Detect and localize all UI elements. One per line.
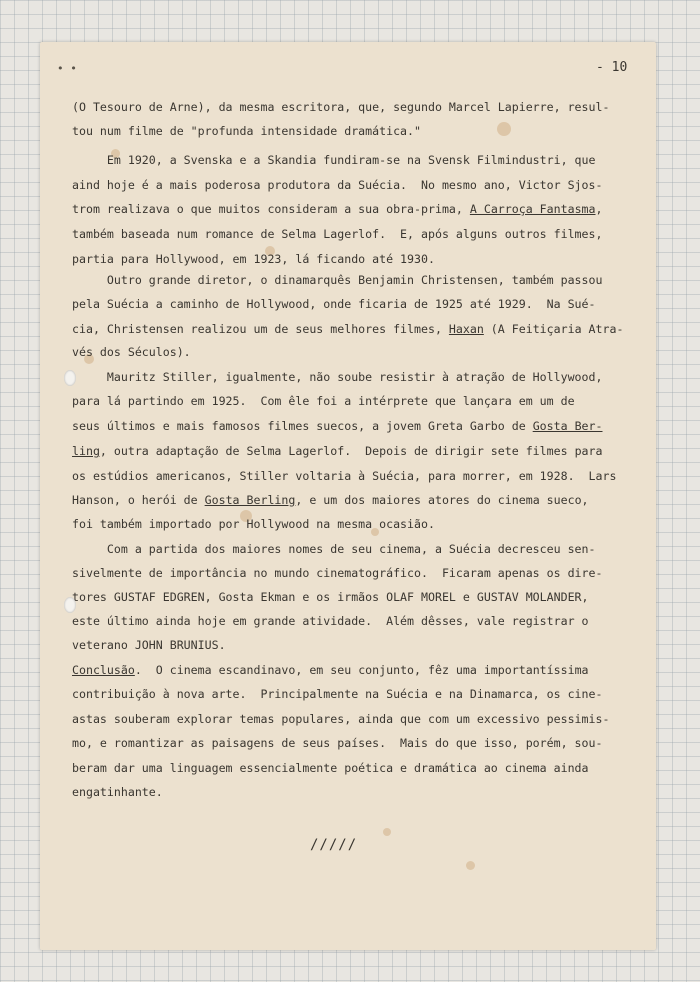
text-line — [72, 273, 602, 287]
stain — [497, 122, 511, 136]
text-segment: contribuição à nova arte. Principalmente na Suécia e na Dinamarca, os cine- — [72, 687, 603, 701]
text-line — [72, 178, 602, 192]
text-segment: , outra adaptação de Selma Lagerlof. Depois de dirigir sete filmes para — [99, 444, 603, 458]
text-segment: cia, Christensen realizou um de seus melhores filmes, — [72, 322, 449, 336]
corner-mark: • • — [57, 62, 77, 75]
text-line — [72, 566, 602, 580]
text-segment: partia para Hollywood, em 1923, lá ficando até 1930. — [72, 252, 435, 266]
text-segment: seus últimos e mais famosos filmes suecos, a jovem Greta Garbo de — [72, 419, 533, 433]
text-line — [72, 444, 602, 458]
underlined-title: Haxan — [448, 322, 484, 336]
text-line — [72, 252, 435, 266]
text-line — [72, 370, 602, 384]
text-segment: também baseada num romance de Selma Lagerlof. E, após alguns outros filmes, — [72, 227, 603, 241]
underlined-title: Gosta Ber- — [532, 419, 603, 433]
text-segment: para lá partindo em 1925. Com êle foi a intérprete que lançara em um de — [72, 394, 575, 408]
text-line — [72, 419, 603, 433]
text-line — [72, 153, 596, 167]
text-segment: foi também importado por Hollywood na mesma ocasião. — [72, 517, 435, 531]
text-line — [72, 100, 609, 114]
text-line — [72, 663, 589, 677]
text-segment: beram dar uma linguagem essencialmente poética e dramática ao cinema ainda — [72, 761, 589, 775]
text-line — [72, 687, 602, 701]
text-line — [72, 517, 435, 531]
text-line — [72, 493, 589, 507]
text-line — [72, 297, 596, 311]
underlined-title: ling — [72, 444, 100, 458]
text-segment: , e um dos maiores atores do cinema sueco, — [295, 493, 589, 507]
text-line — [72, 469, 616, 483]
text-segment: trom realizava o que muitos consideram a sua obra-prima, — [72, 202, 470, 216]
text-line — [72, 638, 226, 652]
text-segment: Outro grande diretor, o dinamarquês Benjamin Christensen, também passou — [72, 273, 603, 287]
text-segment: veterano JOHN BRUNIUS. — [72, 638, 226, 652]
text-segment: mo, e romantizar as paisagens de seus países. Mais do que isso, porém, sou- — [72, 736, 603, 750]
stain — [383, 828, 391, 836]
text-line — [72, 614, 589, 628]
text-segment: astas souberam explorar temas populares, ainda que com um excessivo pessimis- — [72, 712, 610, 726]
text-segment: (A Feitiçaria Atra- — [483, 322, 624, 336]
text-line — [72, 542, 596, 556]
page-number: - 10 — [596, 60, 628, 75]
text-segment: Em 1920, a Svenska e a Skandia fundiram-se na Svensk Filmindustri, que — [72, 153, 596, 167]
text-line — [72, 345, 191, 359]
text-segment: sivelmente de importância no mundo cinematográfico. Ficaram apenas os dire- — [72, 566, 603, 580]
text-line — [72, 736, 602, 750]
text-segment: engatinhante. — [72, 785, 163, 799]
underlined-title: Conclusão — [72, 663, 135, 677]
text-segment: tores GUSTAF EDGREN, Gosta Ekman e os irmãos OLAF MOREL e GUSTAV MOLANDER, — [72, 590, 589, 604]
text-line — [72, 590, 589, 604]
text-segment: vés dos Séculos). — [72, 345, 191, 359]
text-line — [72, 124, 421, 138]
text-segment: os estúdios americanos, Stiller voltaria à Suécia, para morrer, em 1928. Lars — [72, 469, 617, 483]
text-segment: este último ainda hoje em grande atividade. Além dêsses, vale registrar o — [72, 614, 589, 628]
text-segment: (O Tesouro de Arne), da mesma escritora, que, segundo Marcel Lapierre, resul- — [72, 100, 610, 114]
text-segment: Mauritz Stiller, igualmente, não soube resistir à atração de Hollywood, — [72, 370, 603, 384]
text-segment: Com a partida dos maiores nomes de seu cinema, a Suécia decresceu sen- — [72, 542, 596, 556]
text-line — [72, 712, 609, 726]
text-segment: pela Suécia a caminho de Hollywood, onde ficaria de 1925 até 1929. Na Sué- — [72, 297, 596, 311]
text-line — [72, 227, 602, 241]
stain — [466, 861, 475, 870]
text-line — [72, 202, 603, 216]
underlined-title: A Carroça Fantasma — [469, 202, 596, 216]
text-line — [72, 322, 623, 336]
text-segment: . O cinema escandinavo, em seu conjunto, fêz uma importantíssima — [134, 663, 589, 677]
text-line — [72, 761, 589, 775]
text-line — [72, 785, 163, 799]
text-segment: tou num filme de "profunda intensidade dramática." — [72, 124, 422, 138]
underlined-title: Gosta Berling — [204, 493, 296, 507]
text-segment: Hanson, o herói de — [72, 493, 205, 507]
text-segment: , — [595, 202, 603, 216]
text-line — [72, 394, 575, 408]
text-segment: aind hoje é a mais poderosa produtora da Suécia. No mesmo ano, Victor Sjos- — [72, 178, 603, 192]
end-mark: ///// — [310, 837, 358, 853]
